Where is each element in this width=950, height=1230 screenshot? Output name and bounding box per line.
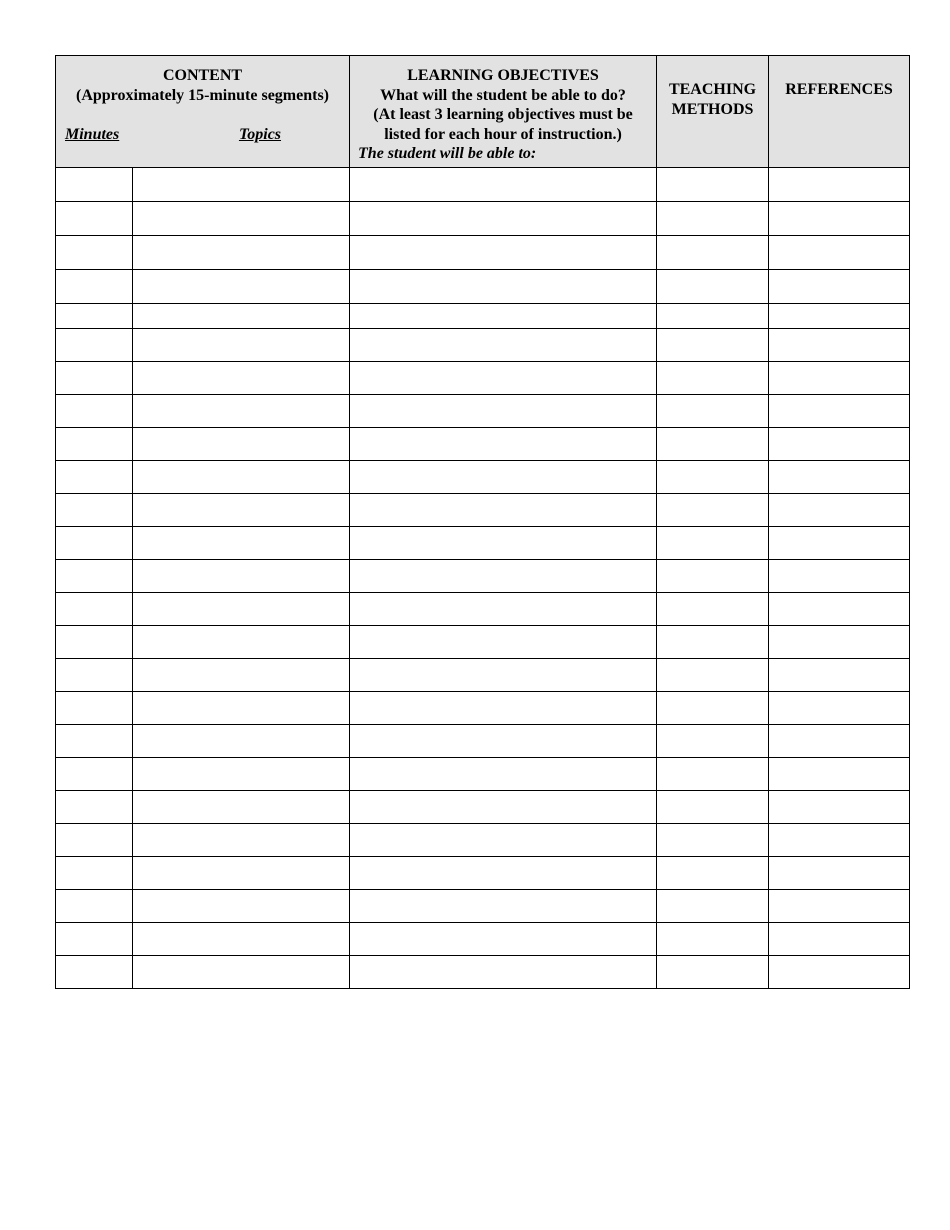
- form-row: [56, 758, 910, 791]
- objectives-cell[interactable]: [350, 791, 657, 824]
- references-cell[interactable]: [769, 395, 910, 428]
- topics-cell[interactable]: [133, 857, 350, 890]
- topics-cell[interactable]: [133, 725, 350, 758]
- topics-cell[interactable]: [133, 956, 350, 989]
- minutes-cell[interactable]: [56, 395, 133, 428]
- references-cell[interactable]: [769, 626, 910, 659]
- form-row: [56, 202, 910, 236]
- minutes-cell[interactable]: [56, 923, 133, 956]
- form-row: [56, 560, 910, 593]
- minutes-cell[interactable]: [56, 758, 133, 791]
- topics-cell[interactable]: [133, 626, 350, 659]
- topics-cell[interactable]: [133, 560, 350, 593]
- minutes-cell[interactable]: [56, 593, 133, 626]
- references-cell[interactable]: [769, 824, 910, 857]
- content-title: CONTENT: [162, 67, 243, 84]
- minutes-cell[interactable]: [56, 659, 133, 692]
- references-cell[interactable]: [769, 461, 910, 494]
- form-row: [56, 527, 910, 560]
- references-cell[interactable]: [769, 791, 910, 824]
- learning-objectives-header: [350, 56, 657, 168]
- topics-cell[interactable]: [133, 168, 350, 202]
- objectives-cell[interactable]: [350, 461, 657, 494]
- minutes-label: Minutes: [65, 126, 120, 143]
- topics-cell[interactable]: [133, 890, 350, 923]
- topics-cell[interactable]: [133, 461, 350, 494]
- form-row: [56, 890, 910, 923]
- form-row: [56, 659, 910, 692]
- minutes-cell[interactable]: [56, 890, 133, 923]
- teaching-methods-cell[interactable]: [657, 168, 769, 202]
- references-cell[interactable]: [769, 270, 910, 304]
- objectives-cell[interactable]: [350, 857, 657, 890]
- form-row: [56, 270, 910, 304]
- objectives-cell[interactable]: [350, 527, 657, 560]
- objectives-cell[interactable]: [350, 692, 657, 725]
- teaching-methods-cell[interactable]: [657, 890, 769, 923]
- objectives-cell[interactable]: [350, 395, 657, 428]
- form-row: [56, 956, 910, 989]
- references-cell[interactable]: [769, 202, 910, 236]
- references-cell[interactable]: [769, 527, 910, 560]
- topics-cell[interactable]: [133, 202, 350, 236]
- form-row: [56, 236, 910, 270]
- minutes-cell[interactable]: [56, 461, 133, 494]
- form-row: [56, 692, 910, 725]
- objectives-cell[interactable]: [350, 956, 657, 989]
- references-cell[interactable]: [769, 758, 910, 791]
- objectives-question: What will the student be able to do?: [380, 86, 626, 104]
- teaching-methods-cell[interactable]: [657, 362, 769, 395]
- topics-cell[interactable]: [133, 236, 350, 270]
- objectives-cell[interactable]: [350, 890, 657, 923]
- references-cell[interactable]: [769, 692, 910, 725]
- minutes-cell[interactable]: [56, 270, 133, 304]
- teaching-methods-cell[interactable]: [657, 725, 769, 758]
- form-body: [56, 168, 910, 989]
- form-row: [56, 362, 910, 395]
- minutes-cell[interactable]: [56, 791, 133, 824]
- teaching-methods-cell[interactable]: [657, 270, 769, 304]
- references-cell[interactable]: [769, 428, 910, 461]
- topics-cell[interactable]: [133, 758, 350, 791]
- references-cell[interactable]: [769, 168, 910, 202]
- teaching-methods-cell[interactable]: [657, 923, 769, 956]
- topics-cell[interactable]: [133, 593, 350, 626]
- objectives-cell[interactable]: [350, 329, 657, 362]
- references-cell[interactable]: [769, 560, 910, 593]
- objectives-cell[interactable]: [350, 270, 657, 304]
- minutes-cell[interactable]: [56, 824, 133, 857]
- minutes-cell[interactable]: [56, 236, 133, 270]
- objectives-cell[interactable]: [350, 494, 657, 527]
- teaching-label: TEACHING: [668, 81, 757, 98]
- references-cell[interactable]: [769, 890, 910, 923]
- teaching-methods-cell[interactable]: [657, 527, 769, 560]
- objectives-cell[interactable]: [350, 659, 657, 692]
- objectives-cell[interactable]: [350, 304, 657, 329]
- form-row: [56, 824, 910, 857]
- teaching-methods-cell[interactable]: [657, 494, 769, 527]
- references-cell[interactable]: [769, 725, 910, 758]
- minutes-cell[interactable]: [56, 304, 133, 329]
- topics-cell[interactable]: [133, 692, 350, 725]
- teaching-methods-cell[interactable]: [657, 758, 769, 791]
- topics-cell[interactable]: [133, 329, 350, 362]
- references-cell[interactable]: [769, 329, 910, 362]
- objectives-requirement: (At least 3 learning objectives must be: [373, 106, 633, 123]
- minutes-cell[interactable]: [56, 362, 133, 395]
- teaching-methods-cell[interactable]: [657, 304, 769, 329]
- topics-label: Topics: [238, 126, 282, 143]
- teaching-methods-cell[interactable]: [657, 692, 769, 725]
- objectives-cell[interactable]: [350, 428, 657, 461]
- topics-cell[interactable]: [133, 527, 350, 560]
- objectives-cell[interactable]: [350, 758, 657, 791]
- form-row: [56, 494, 910, 527]
- form-row: [56, 791, 910, 824]
- objectives-cell[interactable]: [350, 362, 657, 395]
- form-row: [56, 593, 910, 626]
- methods-label: METHODS: [671, 100, 754, 118]
- header-row: [56, 56, 910, 168]
- content-header: [56, 56, 350, 168]
- teaching-methods-cell[interactable]: [657, 428, 769, 461]
- teaching-methods-cell[interactable]: [657, 824, 769, 857]
- teaching-methods-cell[interactable]: [657, 626, 769, 659]
- minutes-cell[interactable]: [56, 168, 133, 202]
- topics-cell[interactable]: [133, 428, 350, 461]
- teaching-methods-header: [657, 56, 769, 168]
- objectives-title: LEARNING OBJECTIVES: [407, 67, 599, 84]
- topics-cell[interactable]: [133, 923, 350, 956]
- form-row: [56, 428, 910, 461]
- minutes-cell[interactable]: [56, 626, 133, 659]
- references-cell[interactable]: [769, 494, 910, 527]
- teaching-methods-cell[interactable]: [657, 857, 769, 890]
- teaching-methods-cell[interactable]: [657, 659, 769, 692]
- references-cell[interactable]: [769, 362, 910, 395]
- objectives-cell[interactable]: [350, 593, 657, 626]
- minutes-cell[interactable]: [56, 560, 133, 593]
- minutes-cell[interactable]: [56, 857, 133, 890]
- teaching-methods-cell[interactable]: [657, 560, 769, 593]
- topics-cell[interactable]: [133, 824, 350, 857]
- minutes-cell[interactable]: [56, 956, 133, 989]
- teaching-methods-cell[interactable]: [657, 236, 769, 270]
- minutes-cell[interactable]: [56, 202, 133, 236]
- topics-cell[interactable]: [133, 659, 350, 692]
- teaching-methods-cell[interactable]: [657, 593, 769, 626]
- topics-cell[interactable]: [133, 270, 350, 304]
- topics-cell[interactable]: [133, 362, 350, 395]
- references-label: REFERENCES: [785, 81, 893, 98]
- form-row: [56, 304, 910, 329]
- objectives-form-table: [55, 55, 910, 989]
- teaching-methods-cell[interactable]: [657, 395, 769, 428]
- teaching-methods-cell[interactable]: [657, 791, 769, 824]
- references-cell[interactable]: [769, 659, 910, 692]
- references-cell[interactable]: [769, 304, 910, 329]
- form-row: [56, 329, 910, 362]
- minutes-cell[interactable]: [56, 428, 133, 461]
- objectives-cell[interactable]: [350, 626, 657, 659]
- form-row: [56, 857, 910, 890]
- teaching-methods-cell[interactable]: [657, 956, 769, 989]
- references-cell[interactable]: [769, 857, 910, 890]
- form-row: [56, 168, 910, 202]
- references-cell[interactable]: [769, 236, 910, 270]
- minutes-cell[interactable]: [56, 527, 133, 560]
- topics-cell[interactable]: [133, 494, 350, 527]
- objectives-cell[interactable]: [350, 236, 657, 270]
- teaching-methods-cell[interactable]: [657, 329, 769, 362]
- references-header: [769, 56, 910, 168]
- form-row: [56, 923, 910, 956]
- minutes-cell[interactable]: [56, 725, 133, 758]
- teaching-methods-cell[interactable]: [657, 202, 769, 236]
- objectives-requirement-cont: listed for each hour of instruction.): [384, 125, 622, 143]
- topics-cell[interactable]: [133, 304, 350, 329]
- references-cell[interactable]: [769, 593, 910, 626]
- objectives-prompt: The student will be able to:: [358, 145, 537, 162]
- objectives-cell[interactable]: [350, 824, 657, 857]
- objectives-cell[interactable]: [350, 202, 657, 236]
- minutes-cell[interactable]: [56, 692, 133, 725]
- references-cell[interactable]: [769, 956, 910, 989]
- objectives-cell[interactable]: [350, 168, 657, 202]
- minutes-cell[interactable]: [56, 329, 133, 362]
- form-row: [56, 626, 910, 659]
- form-row: [56, 395, 910, 428]
- form-row: [56, 725, 910, 758]
- form-row: [56, 461, 910, 494]
- teaching-methods-cell[interactable]: [657, 461, 769, 494]
- objectives-cell[interactable]: [350, 725, 657, 758]
- content-subtitle: (Approximately 15-minute segments): [76, 86, 330, 104]
- objectives-cell[interactable]: [350, 923, 657, 956]
- objectives-cell[interactable]: [350, 560, 657, 593]
- topics-cell[interactable]: [133, 791, 350, 824]
- topics-cell[interactable]: [133, 395, 350, 428]
- references-cell[interactable]: [769, 923, 910, 956]
- minutes-cell[interactable]: [56, 494, 133, 527]
